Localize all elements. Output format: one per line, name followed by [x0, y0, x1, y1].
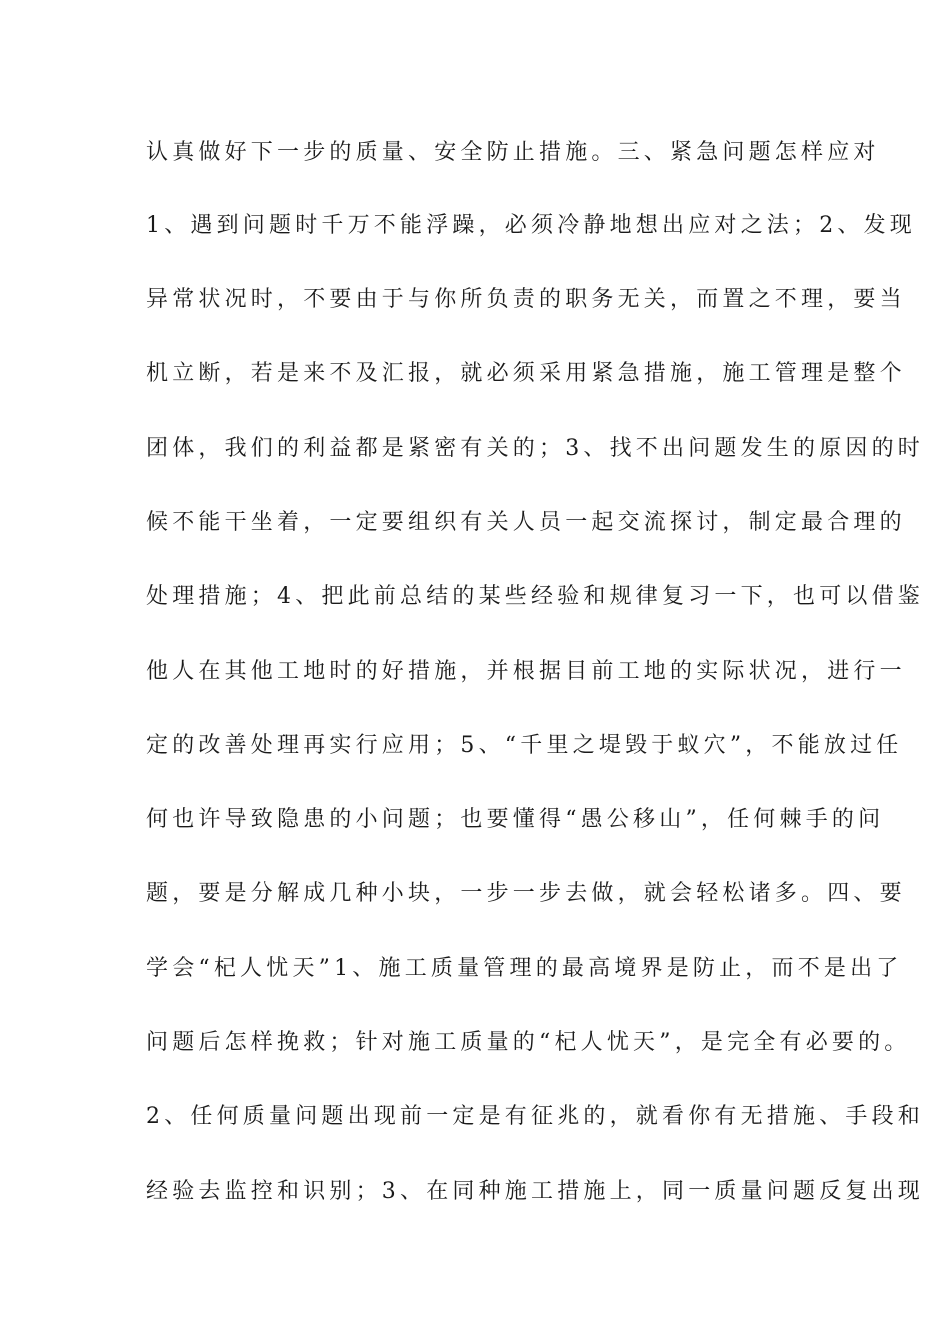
text-line: 候不能干坐着，一定要组织有关人员一起交流探讨，制定最合理的: [146, 510, 906, 535]
text-line: 何也许导致隐患的小问题；也要懂得“愚公移山”，任何棘手的问: [146, 807, 885, 832]
text-line: 1、遇到问题时千万不能浮躁，必须冷静地想出应对之法；2、发现: [146, 213, 916, 238]
text-line: 学会“杞人忧天”1、施工质量管理的最高境界是防止，而不是出了: [146, 956, 903, 981]
text-line: 处理措施；4、把此前总结的某些经验和规律复习一下，也可以借鉴: [146, 584, 924, 609]
text-line: 经验去监控和识别；3、在同种施工措施上，同一质量问题反复出现: [146, 1179, 924, 1204]
text-line: 团体，我们的利益都是紧密有关的；3、找不出问题发生的原因的时: [146, 436, 924, 461]
text-line: 认真做好下一步的质量、安全防止措施。三、紧急问题怎样应对: [146, 140, 880, 165]
text-line: 机立断，若是来不及汇报，就必须采用紧急措施，施工管理是整个: [146, 361, 906, 386]
text-line: 异常状况时，不要由于与你所负责的职务无关，而置之不理，要当: [146, 287, 906, 312]
text-line: 定的改善处理再实行应用；5、“千里之堤毁于蚁穴”，不能放过任: [146, 733, 903, 758]
text-line: 2、任何质量问题出现前一定是有征兆的，就看你有无措施、手段和: [146, 1104, 924, 1129]
text-line: 题，要是分解成几种小块，一步一步去做，就会轻松诸多。四、要: [146, 881, 906, 906]
text-line: 他人在其他工地时的好措施，并根据目前工地的实际状况，进行一: [146, 659, 906, 684]
text-line: 问题后怎样挽救；针对施工质量的“杞人忧天”，是完全有必要的。: [146, 1030, 911, 1055]
